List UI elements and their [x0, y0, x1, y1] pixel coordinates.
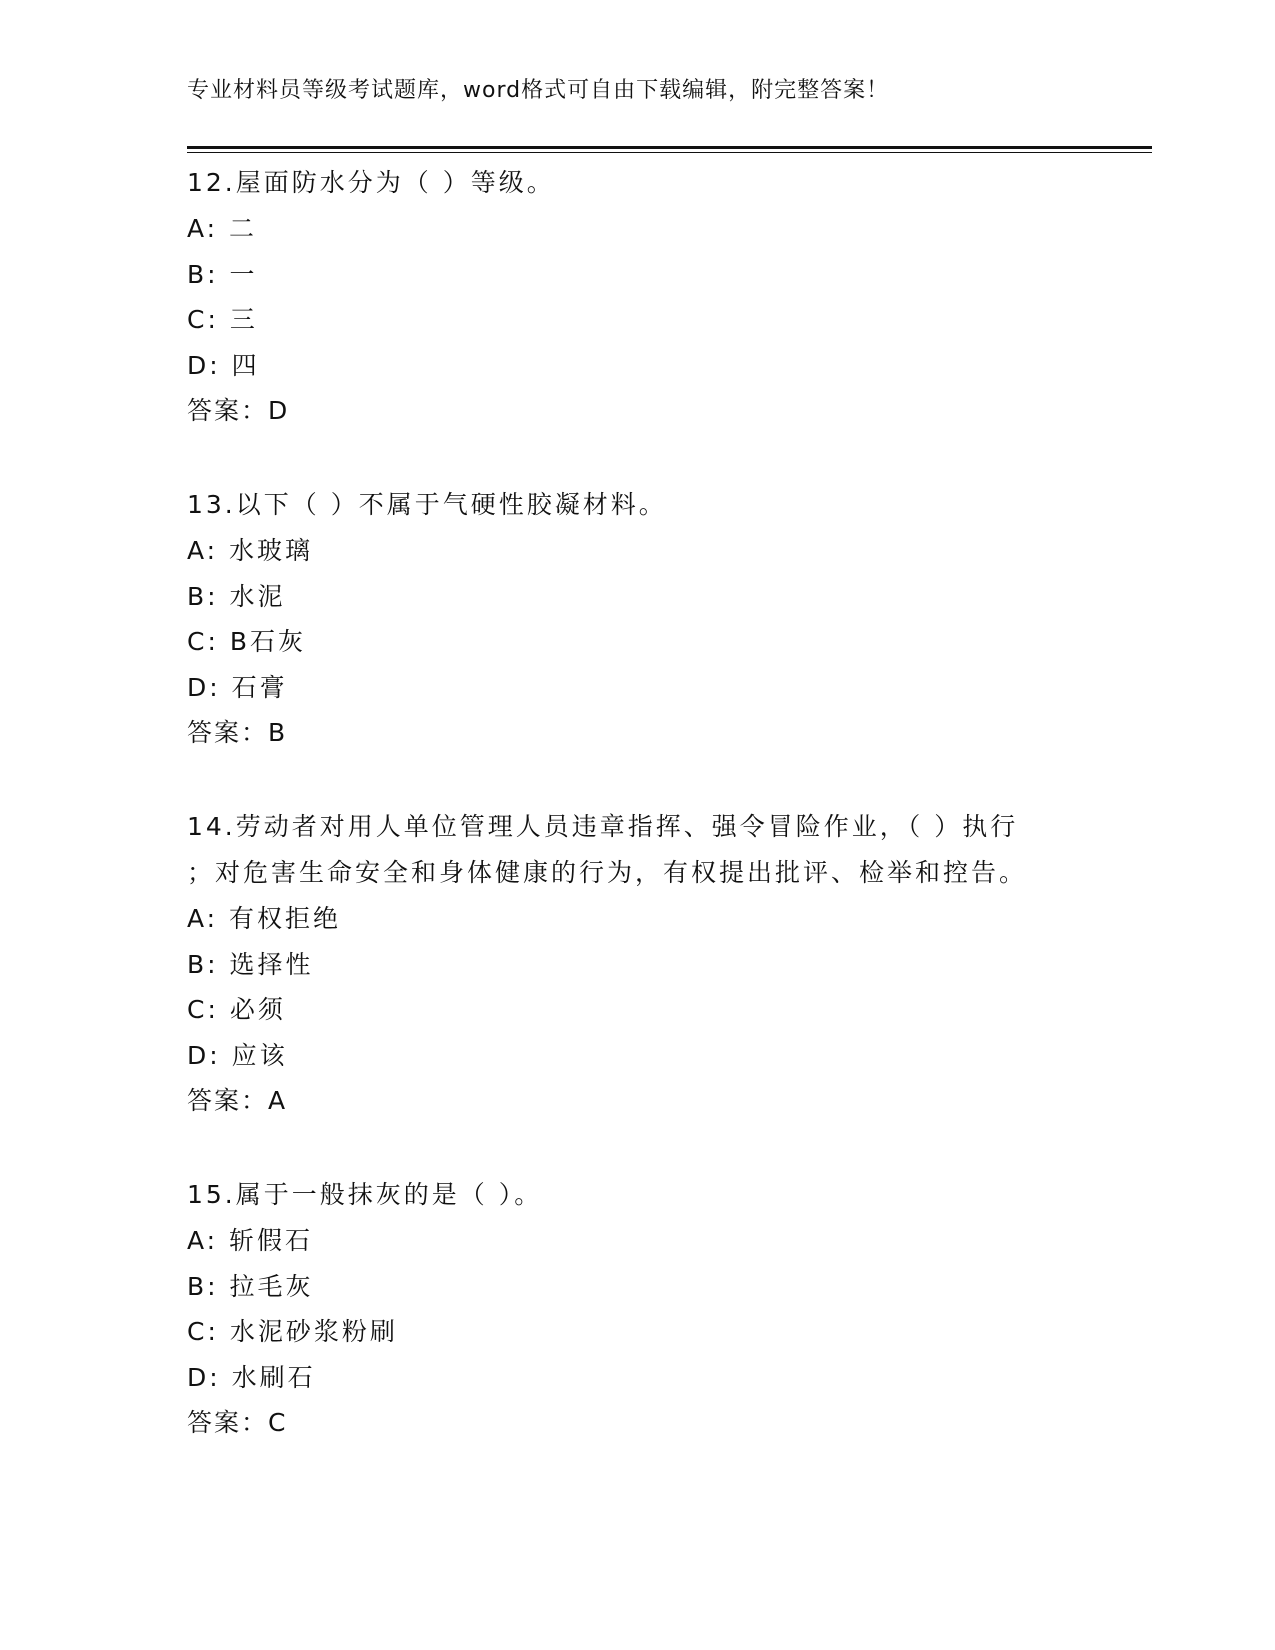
option-a: A: 有权拒绝 — [187, 904, 342, 933]
question-14 — [187, 804, 1107, 1124]
question-15 — [187, 1172, 1107, 1446]
option-d: D: 应该 — [187, 1040, 288, 1070]
header-rule-thick — [187, 146, 1152, 149]
answer-line: 答案：C — [187, 1408, 288, 1437]
answer-line: 答案：A — [187, 1086, 288, 1115]
option-c: C: B石灰 — [187, 627, 306, 656]
option-d: D: 石膏 — [187, 672, 288, 702]
option-b: B: 拉毛灰 — [187, 1271, 314, 1301]
option-d: D: 四 — [187, 350, 260, 380]
question-stem: 15.属于一般抹灰的是（ ）。 — [187, 1180, 543, 1209]
question-stem: 13.以下（ ）不属于气硬性胶凝材料。 — [187, 490, 667, 519]
question-stem: 12.屋面防水分为（ ）等级。 — [187, 168, 555, 197]
option-c: C: 三 — [187, 305, 258, 334]
option-d: D: 水刷石 — [187, 1362, 316, 1392]
question-13 — [187, 482, 1107, 756]
question-list — [187, 160, 1107, 1494]
option-b: B: 水泥 — [187, 581, 286, 611]
option-c: C: 水泥砂浆粉刷 — [187, 1317, 398, 1346]
option-b: B: 一 — [187, 259, 258, 289]
question-stem: 14.劳动者对用人单位管理人员违章指挥、强令冒险作业，（ ）执行 ；对危害生命安全和身体健康的行为，有权提出批评、检举和控告。 — [187, 812, 1028, 887]
page-header: 专业材料员等级考试题库，word格式可自由下载编辑，附完整答案！ — [187, 78, 890, 103]
option-a: A: 斩假石 — [187, 1226, 314, 1255]
answer-line: 答案：D — [187, 396, 290, 425]
answer-line: 答案：B — [187, 718, 288, 747]
question-12 — [187, 160, 1107, 434]
option-b: B: 选择性 — [187, 949, 314, 979]
option-a: A: 水玻璃 — [187, 536, 314, 565]
option-c: C: 必须 — [187, 995, 286, 1024]
option-a: A: 二 — [187, 214, 258, 243]
header-rule-thin — [187, 152, 1152, 153]
